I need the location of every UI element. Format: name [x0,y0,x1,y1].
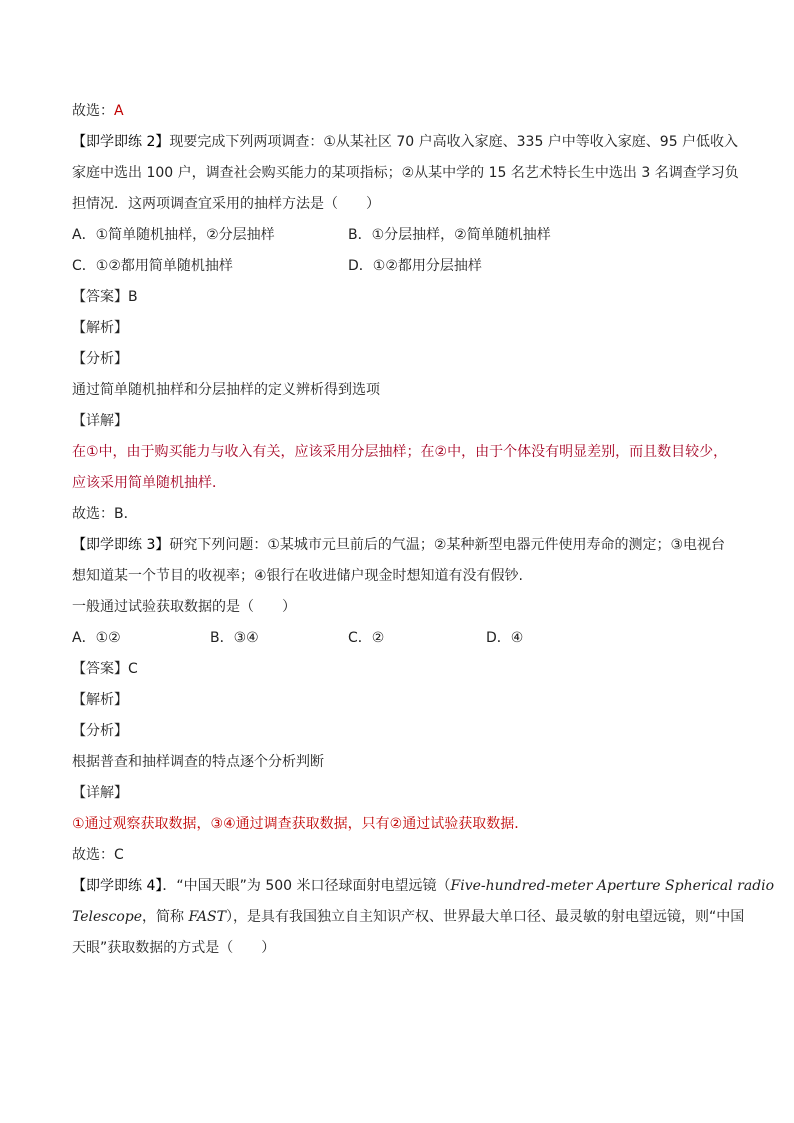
q2-final-answer: 故选：B． [72,506,138,522]
q3-option-c: C．② [348,630,385,646]
q3-jiexi-heading: 【解析】 [72,692,128,708]
q3-stem-line3: 一般通过试验获取数据的是（ ） [72,599,296,615]
q4-stem-line2: Telescope，简称 FAST），是具有我国独立自主知识产权、世界最大单口径、最灵敏的射电望远镜，则“中国 [72,909,745,925]
q2-stem-line2: 家庭中选出 100 户，调查社会购买能力的某项指标；②从某中学的 15 名艺术特长生中选出 3 名调查学习负 [72,165,739,181]
q4-stem-line3: 天眼”获取数据的方式是（ ） [72,940,276,956]
q2-options-row2 [72,251,724,282]
q2-option-a: A．①简单随机抽样，②分层抽样 [72,227,275,243]
q2-jiexi-heading: 【解析】 [72,320,128,336]
q2-stem-line3: 担情况．这两项调查宜采用的抽样方法是（ ） [72,196,380,212]
q3-fenxi-heading: 【分析】 [72,723,128,739]
q3-answer: 【答案】C [72,661,138,677]
document-page [72,96,775,964]
q2-option-d: D．①②都用分层抽样 [348,258,482,274]
q2-xiangjie-line2: 应该采用简单随机抽样． [72,475,226,491]
q3-stem-line2: 想知道某一个节目的收视率；④银行在收进储户现金时想知道有没有假钞. [72,568,523,584]
q3-final-answer: 故选：C [72,847,124,863]
q3-option-b: B．③④ [210,630,259,646]
q3-options-row [72,623,724,654]
q3-fenxi-text: 根据普查和抽样调查的特点逐个分析判断 [72,754,324,770]
q3-option-d: D．④ [486,630,524,646]
prev-final-answer: 故选：A [72,103,124,119]
q2-xiangjie-line1: 在①中，由于购买能力与收入有关，应该采用分层抽样；在②中，由于个体没有明显差别，而且数目较少， [72,444,728,460]
q3-option-a: A．①② [72,630,121,646]
q2-fenxi-text: 通过简单随机抽样和分层抽样的定义辨析得到选项 [72,382,380,398]
q3-stem-line1: 【即学即练 3】研究下列问题：①某城市元旦前后的气温；②某种新型电器元件使用寿命的测定；③电视台 [72,537,726,553]
q3-tag: 【即学即练 3】 [72,537,170,553]
q2-xiangjie-heading: 【详解】 [72,413,128,429]
q2-option-b: B．①分层抽样，②简单随机抽样 [348,227,551,243]
q3-xiangjie-line1: ①通过观察获取数据，③④通过调查获取数据，只有②通过试验获取数据. [72,816,519,832]
q4-tag: 【即学即练 4】 [72,878,163,894]
q2-fenxi-heading: 【分析】 [72,351,128,367]
q2-options-row1 [72,220,724,251]
q2-stem-line1: 【即学即练 2】现要完成下列两项调查：①从某社区 70 户高收入家庭、335 户中等收入家庭、95 户低收入 [72,134,739,150]
q2-option-c: C．①②都用简单随机抽样 [72,258,233,274]
q3-xiangjie-heading: 【详解】 [72,785,128,801]
q2-answer: 【答案】B [72,289,138,305]
q4-stem-line1: 【即学即练 4】．“中国天眼”为 500 米口径球面射电望远镜（Five-hundred-meter Aperture Spherical radio [72,878,775,894]
q2-tag: 【即学即练 2】 [72,134,170,150]
